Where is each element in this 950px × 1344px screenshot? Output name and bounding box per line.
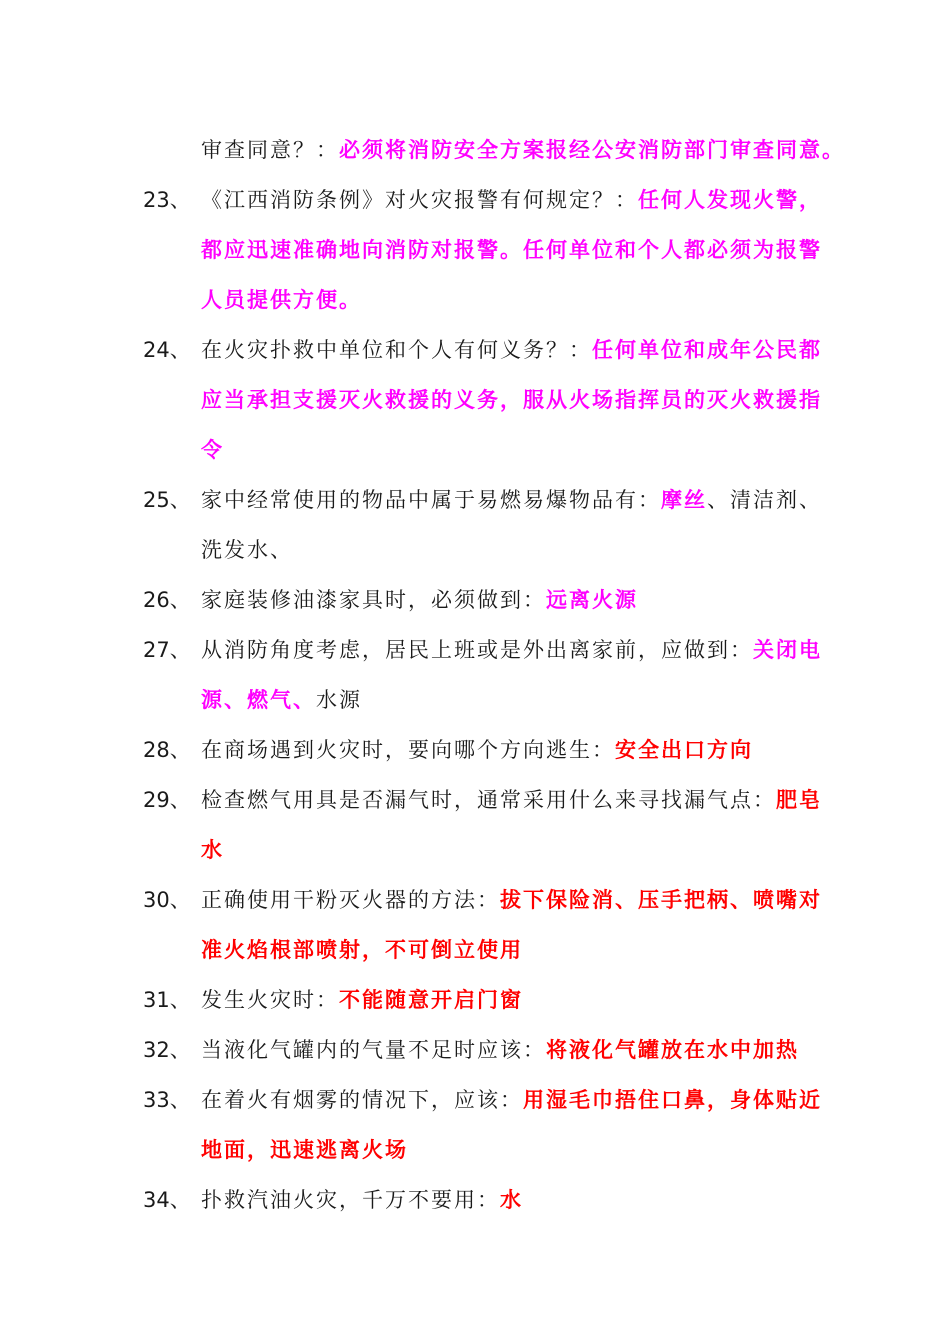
line-text <box>201 880 822 920</box>
question-text: 当液化气罐内的气量不足时应该： <box>201 1038 546 1062</box>
line-text <box>201 280 362 320</box>
question-line <box>0 880 950 920</box>
line-text <box>201 1130 408 1170</box>
question-text: 审查同意？： <box>201 138 339 162</box>
answer-text: 任何单位和成年公民都 <box>592 337 822 362</box>
continuation-line <box>0 230 950 270</box>
question-number: 27、 <box>143 638 191 662</box>
line-text <box>201 630 822 670</box>
question-text: 正确使用干粉灭火器的方法： <box>201 888 500 912</box>
answer-text: 准火焰根部喷射，不可倒立使用 <box>201 937 523 962</box>
answer-text: 任何人发现火警， <box>638 187 822 212</box>
question-text: 洗发水、 <box>201 538 293 562</box>
line-text <box>201 330 822 370</box>
line-text <box>201 1080 822 1120</box>
question-line <box>0 730 950 770</box>
line-text <box>201 680 362 720</box>
answer-text: 拔下保险消、压手把柄、喷嘴对 <box>500 887 822 912</box>
answer-text: 令 <box>201 437 224 462</box>
answer-text: 都应迅速准确地向消防对报警。任何单位和个人都必须为报警 <box>201 237 822 262</box>
question-text: 在火灾扑救中单位和个人有何义务？： <box>201 338 592 362</box>
question-text: 《江西消防条例》对火灾报警有何规定？： <box>201 188 638 212</box>
question-number: 28、 <box>143 738 191 762</box>
answer-text: 摩丝 <box>661 487 707 512</box>
line-text <box>201 980 523 1020</box>
line-text <box>201 730 753 770</box>
continuation-line <box>0 1130 950 1170</box>
answer-text: 不能随意开启门窗 <box>339 987 523 1012</box>
answer-text: 肥皂 <box>776 787 822 812</box>
continuation-line <box>0 280 950 320</box>
question-line <box>0 580 950 620</box>
question-text: 水源 <box>316 688 362 712</box>
line-text <box>201 830 224 870</box>
question-number: 30、 <box>143 888 191 912</box>
question-text: 检查燃气用具是否漏气时，通常采用什么来寻找漏气点： <box>201 788 776 812</box>
answer-text: 将液化气罐放在水中加热 <box>546 1037 799 1062</box>
continuation-line <box>0 530 950 570</box>
answer-text: 水 <box>201 837 224 862</box>
question-text: 在商场遇到火灾时，要向哪个方向逃生： <box>201 738 615 762</box>
answer-text: 应当承担支援灭火救援的义务，服从火场指挥员的灭火救援指 <box>201 387 822 412</box>
line-text <box>201 1180 523 1220</box>
question-number: 23、 <box>143 188 191 212</box>
continuation-line <box>0 130 950 170</box>
line-text <box>201 180 822 220</box>
question-text: 扑救汽油火灾，千万不要用： <box>201 1188 500 1212</box>
line-text <box>201 380 822 420</box>
question-text: 、清洁剂、 <box>707 488 822 512</box>
question-text: 发生火灾时： <box>201 988 339 1012</box>
continuation-line <box>0 430 950 470</box>
question-text: 家中经常使用的物品中属于易燃易爆物品有： <box>201 488 661 512</box>
question-number: 29、 <box>143 788 191 812</box>
answer-text: 安全出口方向 <box>615 737 753 762</box>
continuation-line <box>0 380 950 420</box>
continuation-line <box>0 930 950 970</box>
continuation-line <box>0 830 950 870</box>
question-number: 34、 <box>143 1188 191 1212</box>
answer-text: 人员提供方便。 <box>201 287 362 312</box>
question-number: 31、 <box>143 988 191 1012</box>
question-text: 在着火有烟雾的情况下，应该： <box>201 1088 523 1112</box>
question-text: 从消防角度考虑，居民上班或是外出离家前，应做到： <box>201 638 753 662</box>
line-text <box>201 530 293 570</box>
answer-text: 必须将消防安全方案报经公安消防部门审查同意。 <box>339 137 845 162</box>
question-number: 33、 <box>143 1088 191 1112</box>
line-text <box>201 430 224 470</box>
question-number: 24、 <box>143 338 191 362</box>
question-line <box>0 980 950 1020</box>
question-line <box>0 1180 950 1220</box>
line-text <box>201 1030 799 1070</box>
answer-text: 水 <box>500 1187 523 1212</box>
answer-text: 关闭电 <box>753 637 822 662</box>
question-number: 25、 <box>143 488 191 512</box>
question-line <box>0 630 950 670</box>
question-line <box>0 780 950 820</box>
line-text <box>201 580 638 620</box>
line-text <box>201 230 822 270</box>
line-text <box>201 930 523 970</box>
question-number: 32、 <box>143 1038 191 1062</box>
question-line <box>0 330 950 370</box>
continuation-line <box>0 680 950 720</box>
question-line <box>0 1030 950 1070</box>
answer-text: 用湿毛巾捂住口鼻，身体贴近 <box>523 1087 822 1112</box>
line-text <box>201 130 845 170</box>
question-number: 26、 <box>143 588 191 612</box>
answer-text: 地面，迅速逃离火场 <box>201 1137 408 1162</box>
question-line <box>0 180 950 220</box>
answer-text: 远离火源 <box>546 587 638 612</box>
answer-text: 源、燃气、 <box>201 687 316 712</box>
question-line <box>0 1080 950 1120</box>
question-line <box>0 480 950 520</box>
question-text: 家庭装修油漆家具时，必须做到： <box>201 588 546 612</box>
line-text <box>201 780 822 820</box>
line-text <box>201 480 822 520</box>
